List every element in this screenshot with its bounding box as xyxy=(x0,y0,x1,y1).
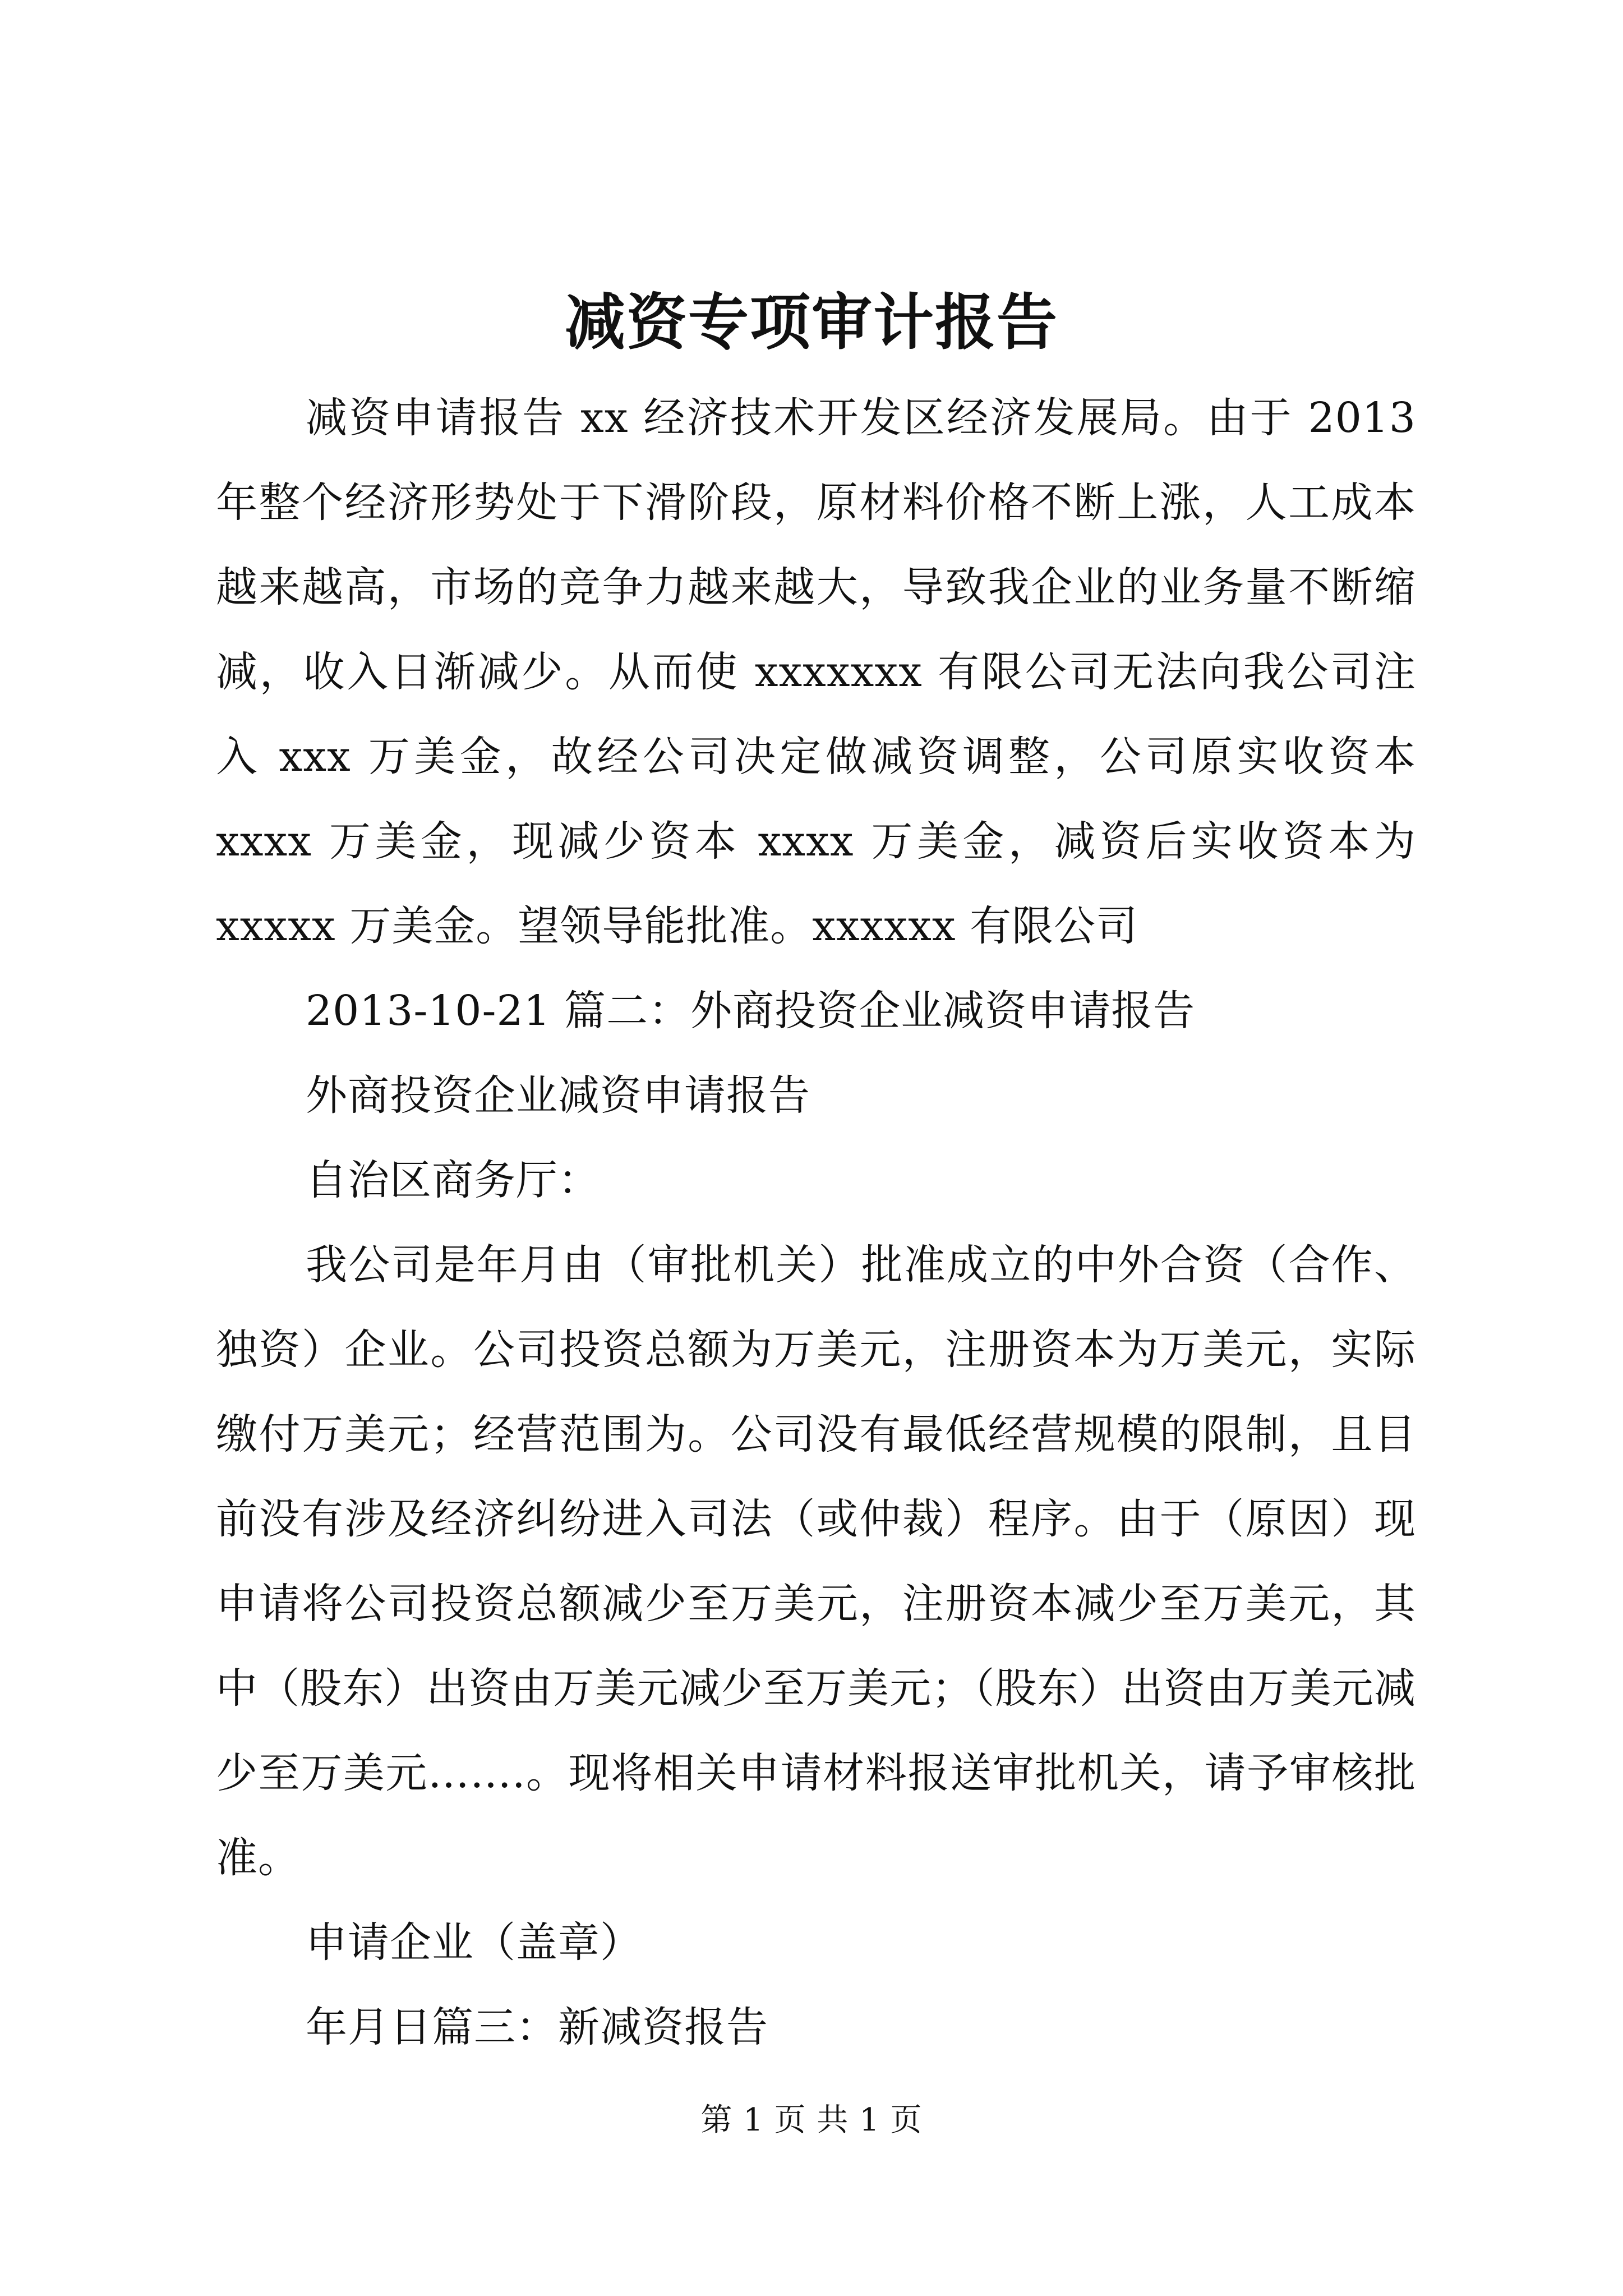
document-title: 减资专项审计报告 xyxy=(564,287,1058,358)
page-footer: 第 1 页 共 1 页 xyxy=(700,2102,923,2138)
paragraph-applicant-seal: 申请企业（盖章） xyxy=(306,1918,642,1967)
paragraph-addressee: 自治区商务厅： xyxy=(306,1156,600,1204)
paragraph-date-chapter-two: 2013-10-21 篇二：外商投资企业减资申请报告 xyxy=(306,987,1196,1035)
paragraph-application-report: 减资申请报告 xx 经济技术开发区经济发展局。由于 2013 年整个经济形势处于下滑阶段，原材料价格不断上涨，人工成本越来越高，市场的竞争力越来越大，导致我企业的业务量不断缩减，收入日渐减少。从而使 xxxxxxx 有限公司无法向我公司注入 xxx 万美金，故经公司决定做减资调整，公司原实收资本 xxxx 万美金，现减少资本 xxxx 万美金，减资后实收资本为 xxxxx 万美金。望领导能批准。xxxxxx 有限公司 xyxy=(216,394,1416,950)
paragraph-chapter-three: 年月日篇三：新减资报告 xyxy=(306,2003,768,2051)
paragraph-application-body: 我公司是年月由（审批机关）批准成立的中外合资（合作、独资）企业。公司投资总额为万美元，注册资本为万美元，实际缴付万美元；经营范围为。公司没有最低经营规模的限制，且目前没有涉及经济纠纷进入司法（或仲裁）程序。由于（原因）现申请将公司投资总额减少至万美元，注册资本减少至万美元，其中（股东）出资由万美元减少至万美元；（股东）出资由万美元减少至万美元…….。现将相关申请材料报送审批机关，请予审核批准。 xyxy=(216,1241,1416,1882)
paragraph-subheading: 外商投资企业减资申请报告 xyxy=(306,1071,810,1120)
document-body xyxy=(216,376,1416,2070)
